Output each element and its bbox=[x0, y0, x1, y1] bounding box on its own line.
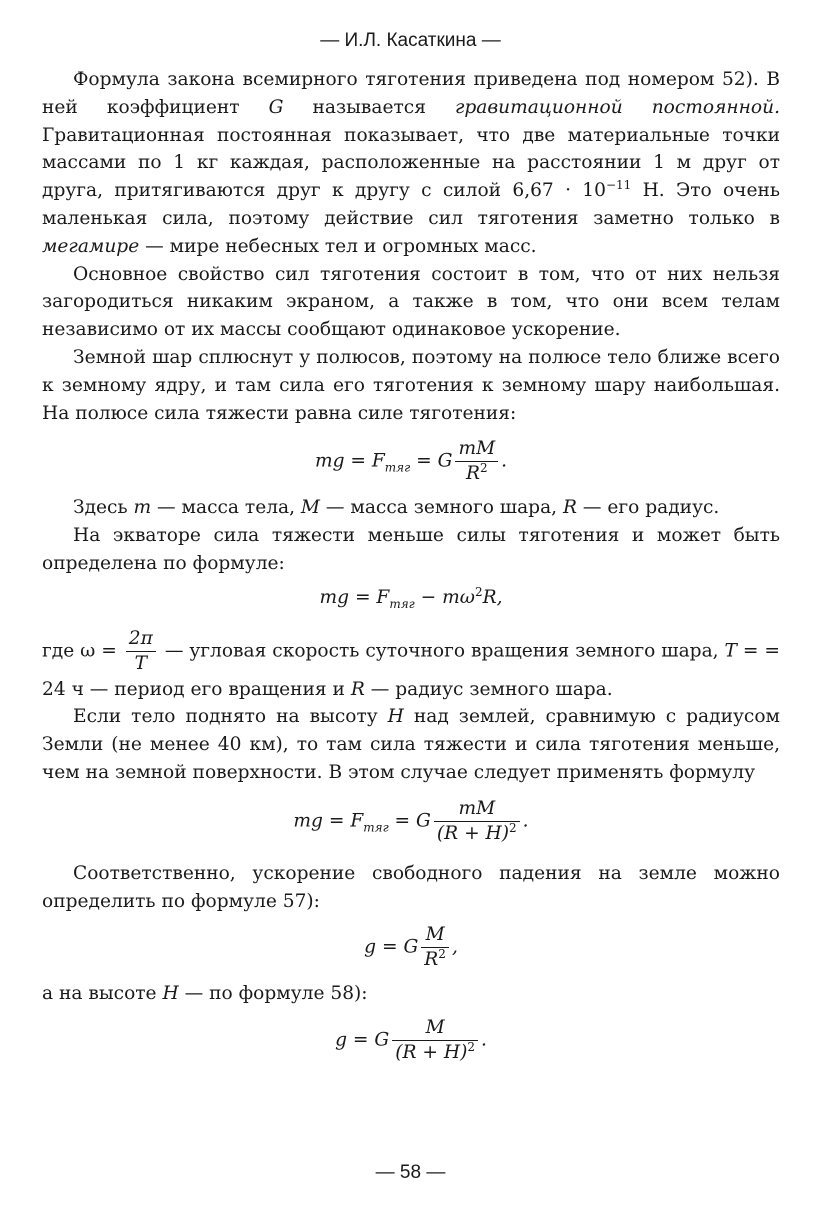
text-body bbox=[42, 66, 780, 1073]
formula-end: . bbox=[522, 810, 529, 832]
fraction bbox=[455, 437, 498, 486]
paragraph-4 bbox=[42, 494, 780, 522]
term-gravitational-constant: гравитационной постоянной. bbox=[454, 96, 781, 118]
numerator: mM bbox=[434, 797, 520, 822]
text-span: где ω = bbox=[42, 640, 123, 662]
denominator bbox=[434, 822, 520, 846]
symbol-m: m bbox=[133, 497, 152, 519]
text-span: = = 24 ч — период его вращения и bbox=[42, 640, 781, 700]
paragraph-9 bbox=[42, 980, 780, 1008]
formula-part: = G bbox=[410, 450, 453, 472]
paragraph-8: Соответственно, ускорение свободного падения на земле можно определить по формуле 57): bbox=[42, 862, 780, 912]
formula-part: g = G bbox=[364, 936, 419, 958]
formula-end: , bbox=[451, 936, 458, 958]
fraction bbox=[421, 923, 449, 972]
text-span: — по формуле 58): bbox=[178, 983, 368, 1005]
paragraph-5: На экваторе сила тяжести меньше силы тяготения и может быть определена по формуле: bbox=[42, 525, 780, 574]
text-span: — мире небесных тел и огромных масс. bbox=[139, 235, 537, 257]
exponent: 2 bbox=[479, 461, 488, 476]
symbol-h: H bbox=[162, 983, 179, 1005]
formula-equator bbox=[42, 584, 780, 619]
term-megaworld: мегамире bbox=[42, 235, 140, 257]
denominator-base: R bbox=[424, 949, 439, 971]
numerator: 2π bbox=[126, 627, 156, 652]
text-span: — масса земного шара, bbox=[319, 497, 563, 519]
formula-pole bbox=[42, 437, 780, 486]
paragraph-6 bbox=[42, 627, 780, 704]
text-span: Гравитационная постоянная показывает, что две материальные точки массами по 1 кг каждая, расположенные на расстоянии 1 м друг от друга, притягиваются друг к другу с силой 6,67 · 10 bbox=[42, 124, 780, 202]
text-span: — радиус земного шара. bbox=[364, 678, 613, 700]
symbol-r: R bbox=[350, 678, 365, 700]
text-span: — его радиус. bbox=[576, 497, 720, 519]
formula-part: mg = F bbox=[293, 810, 364, 832]
running-header: — И.Л. Касаткина — bbox=[320, 30, 501, 51]
denominator bbox=[421, 948, 449, 972]
formula-part: = G bbox=[388, 810, 431, 832]
denominator: T bbox=[134, 652, 148, 674]
formula-part: − mω bbox=[414, 586, 475, 608]
fraction-omega bbox=[126, 627, 156, 676]
denominator bbox=[455, 462, 498, 486]
formula-end: . bbox=[501, 450, 508, 472]
formula-part: mg = F bbox=[314, 450, 385, 472]
paragraph-2: Основное свойство сил тяготения состоит в том, что от них нельзя загородиться никаким экраном, а также в том, что они всем телам независимо от их массы сообщают одинаковое ускорение. bbox=[42, 263, 780, 341]
symbol-g: G bbox=[268, 96, 284, 118]
exponent: 2 bbox=[474, 584, 483, 599]
paragraph-3: Земной шар сплюснут у полюсов, поэтому на полюсе тело ближе всего к земному ядру, и там сила его тяготения к земному шару наибольшая. На полюсе сила тяжести равна силе тяготения: bbox=[42, 346, 780, 424]
page-number: — 58 — bbox=[375, 1162, 446, 1183]
formula-end: . bbox=[481, 1029, 487, 1051]
text-span: — угловая скорость суточного вращения земного шара, bbox=[158, 640, 725, 662]
fraction bbox=[434, 797, 520, 846]
exponent: −11 bbox=[605, 178, 632, 193]
formula-part: g = G bbox=[335, 1029, 390, 1051]
denominator-base: R bbox=[465, 463, 480, 485]
paragraph-7 bbox=[42, 703, 780, 786]
numerator: M bbox=[421, 923, 449, 948]
text-span: а на высоте bbox=[42, 983, 163, 1005]
symbol-r: R bbox=[562, 497, 577, 519]
numerator: mM bbox=[455, 437, 498, 462]
formula-part: mg = F bbox=[319, 586, 390, 608]
text-span: называется bbox=[283, 96, 455, 118]
symbol-h: H bbox=[387, 706, 404, 728]
denominator-base: (R + H) bbox=[395, 1042, 468, 1064]
subscript: тяг bbox=[384, 460, 411, 475]
text-span: — масса тела, bbox=[151, 497, 301, 519]
denominator-base: (R + H) bbox=[436, 822, 510, 844]
text-span: Формула закона всемирного тяготения приведена под номером 52). В ней коэффициент bbox=[42, 69, 780, 118]
exponent: 2 bbox=[509, 820, 517, 835]
subscript: тяг bbox=[363, 820, 389, 835]
fraction bbox=[392, 1016, 478, 1065]
symbol-big-m: M bbox=[300, 497, 320, 519]
denominator bbox=[392, 1041, 478, 1065]
text-span: Н. Это очень маленькая сила, поэтому действие сил тяготения заметно только в bbox=[42, 180, 780, 229]
symbol-t: T bbox=[724, 640, 737, 662]
formula-end: R, bbox=[482, 586, 503, 608]
text-span: Если тело поднято на высоту bbox=[73, 706, 388, 728]
formula-g-height bbox=[42, 1016, 780, 1065]
paragraph-1 bbox=[42, 66, 780, 261]
text-span: Здесь bbox=[73, 497, 134, 519]
exponent: 2 bbox=[438, 947, 446, 962]
text-span: над землей, сравнимую с радиусом Земли (не менее 40 км), то там сила тяжести и сила тяготения меньше, чем на земной поверхности. В этом случае следует применять формулу bbox=[42, 706, 780, 783]
subscript: тяг bbox=[389, 596, 415, 611]
numerator: M bbox=[392, 1016, 478, 1041]
formula-g-surface bbox=[42, 923, 780, 972]
formula-height bbox=[42, 797, 780, 846]
exponent: 2 bbox=[467, 1040, 475, 1055]
